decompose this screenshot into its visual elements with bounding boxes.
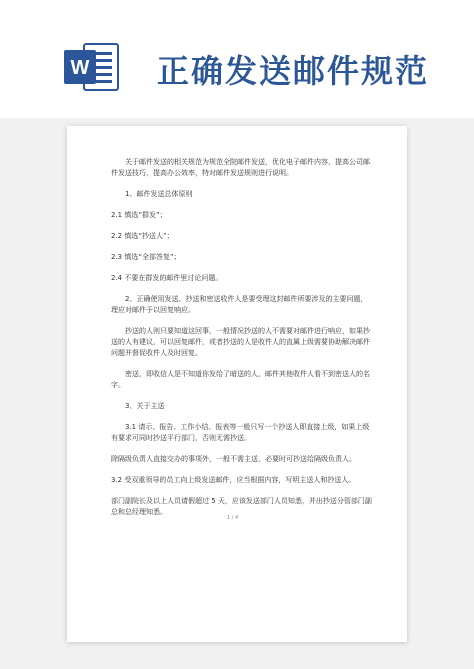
- list-item-3-2: 3.2 受双重领导的员工向上级发送邮件，应当根据内容，写明主送人和抄送人。: [111, 476, 356, 484]
- list-item-2-4: 2.4 不要在群发的邮件里讨论问题。: [111, 274, 223, 282]
- page-number: 1 / 4: [227, 515, 239, 521]
- section-heading-1: 1、邮件发送总体原则: [125, 190, 193, 198]
- paragraph-skip-level: 除隔级负责人直接交办的事项外，一般不需主送，必要时可抄送给隔级负责人。: [111, 455, 356, 463]
- word-logo-letter: W: [70, 57, 90, 79]
- header-banner: [0, 0, 474, 118]
- page-title: 正确发送邮件规范: [157, 52, 430, 90]
- section-heading-3: 3、关于主送: [125, 402, 165, 410]
- document-body: [111, 157, 373, 528]
- paragraph-leave: 部门副院长及以上人员请假超过 5 天，应该发送部门人员知悉，并出抄送分管部门副总和总经理知悉。: [111, 497, 372, 516]
- list-item-2-1: 2.1 慎选“群发”；: [111, 211, 167, 219]
- list-item-2-2: 2.2 慎选“抄送人”；: [111, 232, 174, 240]
- paragraph-intro: 关于邮件发送的相关规范为规范全院邮件发送，优化电子邮件内容，提高公司邮件发送技巧，提高办公效率，特对邮件发送规则进行说明。: [111, 158, 370, 177]
- paragraph-cc: 抄送的人则只要知道这回事，一般情况抄送的人不需要对邮件进行响应，如果抄送的人有建议，可以回复邮件，或者抄送的人是收件人的直属上级需要协助解决邮件问题并督促收件人及时回复。: [111, 327, 370, 357]
- list-item-3-1: 3.1 请示、报告、工作小结、报表等一般只写一个抄送人即直接上级，如果上级有要求可同时抄送平行部门，否则无需抄送。: [111, 423, 370, 442]
- paragraph-section-2: 2、正确使用发送、抄送和密送收件人是要受理这封邮件所要涉及的主要问题，理应对邮件予以回复响应。: [111, 295, 368, 314]
- list-item-2-3: 2.3 慎选“全部答复”；: [111, 253, 181, 261]
- word-icon: [62, 38, 120, 96]
- paragraph-bcc: 密送，即收信人是不知道你发给了暗送的人，邮件其他收件人看不到密送人的名字。: [111, 370, 370, 389]
